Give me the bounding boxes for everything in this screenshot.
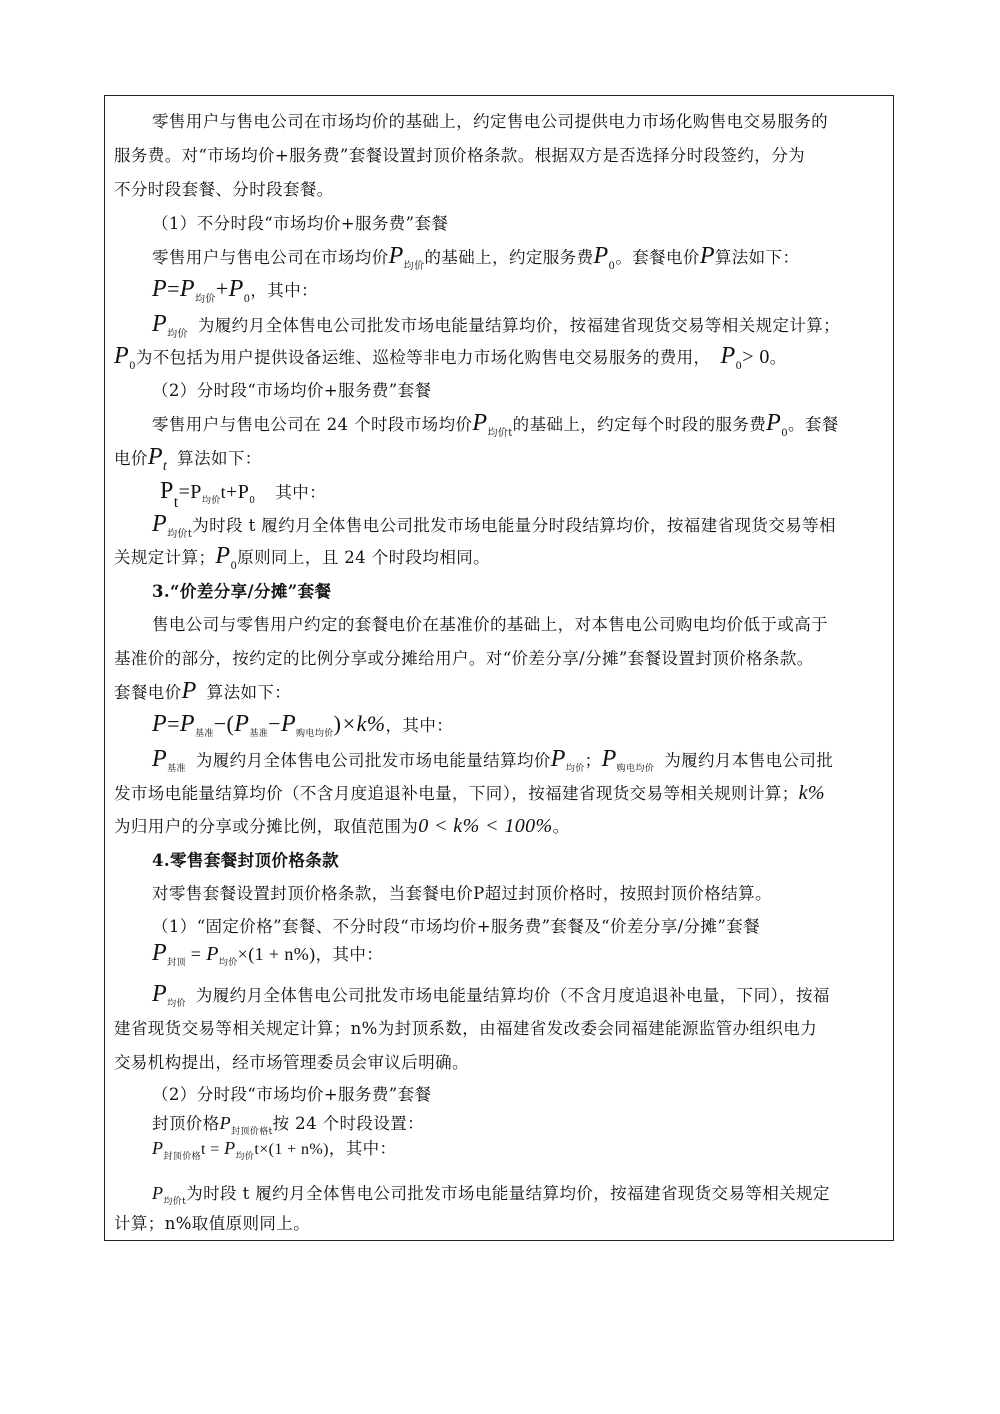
formula-line: $P=P_{均价}+P_0$，其中： (152, 276, 318, 305)
paragraph-line: 对零售套餐设置封顶价格条款，当套餐电价P超过封顶价格时，按照封顶价格结算。 (152, 884, 772, 903)
subheading: （2）分时段“市场均价+服务费”套餐 (152, 1085, 432, 1104)
paragraph-line: 基准价的部分，按约定的比例分享或分摊给用户。对“价差分享/分摊”套餐设置封顶价格条款。 (114, 649, 814, 668)
section-heading: 3.“价差分享/分摊”套餐 (152, 582, 332, 601)
paragraph-line: 建省现货交易等相关规定计算；n%为封顶系数，由福建省发改委会同福建能源监管办组织电力 (114, 1019, 818, 1038)
paragraph-line: 售电公司与零售用户约定的套餐电价在基准价的基础上，对本售电公司购电均价低于或高于 (152, 615, 828, 634)
definition-line: $P_{均价t}$为时段 t 履约月全体售电公司批发市场电能量分时段结算均价，按福建省现货交易等相 (152, 511, 836, 540)
paragraph-line: 交易机构提出，经市场管理委员会审议后明确。 (114, 1053, 469, 1072)
definition-line: $P_{均价}$ 为履约月全体售电公司批发市场电能量结算均价（不含月度追退补电量，下同），按福 (152, 981, 830, 1009)
paragraph-line: 不分时段套餐、分时段套餐。 (114, 180, 334, 199)
subheading: （1）“固定价格”套餐、不分时段“市场均价+服务费”套餐及“价差分享/分摊”套餐 (152, 917, 760, 936)
formula-intro-line: 电价$P_t$ 算法如下： (114, 444, 262, 474)
paragraph-line: 计算；n%取值原则同上。 (114, 1214, 311, 1233)
section-heading: 4.零售套餐封顶价格条款 (152, 851, 340, 870)
definition-line: 关规定计算；$P_0$原则同上，且 24 个时段均相同。 (114, 543, 491, 572)
definition-line: $P_{均价t}$为时段 t 履约月全体售电公司批发市场电能量结算均价，按福建省现货交易等相关规定 (152, 1183, 830, 1207)
definition-line: $P_{均价}$ 为履约月全体售电公司批发市场电能量结算均价，按福建省现货交易等相关规定计算； (152, 311, 841, 340)
paragraph-line: 零售用户与售电公司在市场均价的基础上，约定售电公司提供电力市场化购售电交易服务的 (152, 112, 828, 131)
paragraph-line: 为归用户的分享或分摊比例，取值范围为0 < k% < 100%。 (114, 815, 570, 837)
formula-line: $P_{封顶价格}t = P_{均价}t\times(1 + n\%)$，其中： (152, 1138, 397, 1162)
formula-intro-line: 套餐电价P 算法如下： (114, 678, 292, 704)
formula-line: $Pt=P_{均价}t+P_0$ 其中： (160, 478, 327, 511)
formula-line: $P=P_{基准}-(P_{基准}-P_{购电均价})\times k\%$，其中： (152, 711, 454, 739)
subheading: （2）分时段“市场均价+服务费”套餐 (152, 381, 432, 400)
paragraph-line: 发市场电能量结算均价（不含月度追退补电量，下同），按福建省现货交易等相关规则计算；k% (114, 782, 825, 804)
definition-line: $P_0$为不包括为用户提供设备运维、巡检等非电力市场化购售电交易服务的费用， $P_0> 0$。 (114, 343, 787, 372)
paragraph-line: 服务费。对“市场均价+服务费”套餐设置封顶价格条款。根据双方是否选择分时段签约，分为 (114, 146, 805, 165)
formula-intro-line: 封顶价格$P_{封顶价格t}$按 24 个时段设置： (152, 1113, 425, 1137)
subheading: （1）不分时段“市场均价+服务费”套餐 (152, 214, 449, 233)
definition-line: $P_{基准}$ 为履约月全体售电公司批发市场电能量结算均价$P_{均价}$；$P_{购电均价}$ 为履约月本售电公司批 (152, 746, 834, 774)
formula-intro-line: 零售用户与售电公司在 24 个时段市场均价$P_{均价t}$的基础上，约定每个时段的服务费$P_0$。套餐 (152, 410, 839, 439)
formula-line: $P_{封顶} = P_{均价}\times(1 + n\%)$，其中： (152, 940, 384, 968)
formula-intro-line: 零售用户与售电公司在市场均价$P_{均价}$的基础上，约定服务费$P_0$。套餐电价P算法如下： (152, 243, 800, 272)
